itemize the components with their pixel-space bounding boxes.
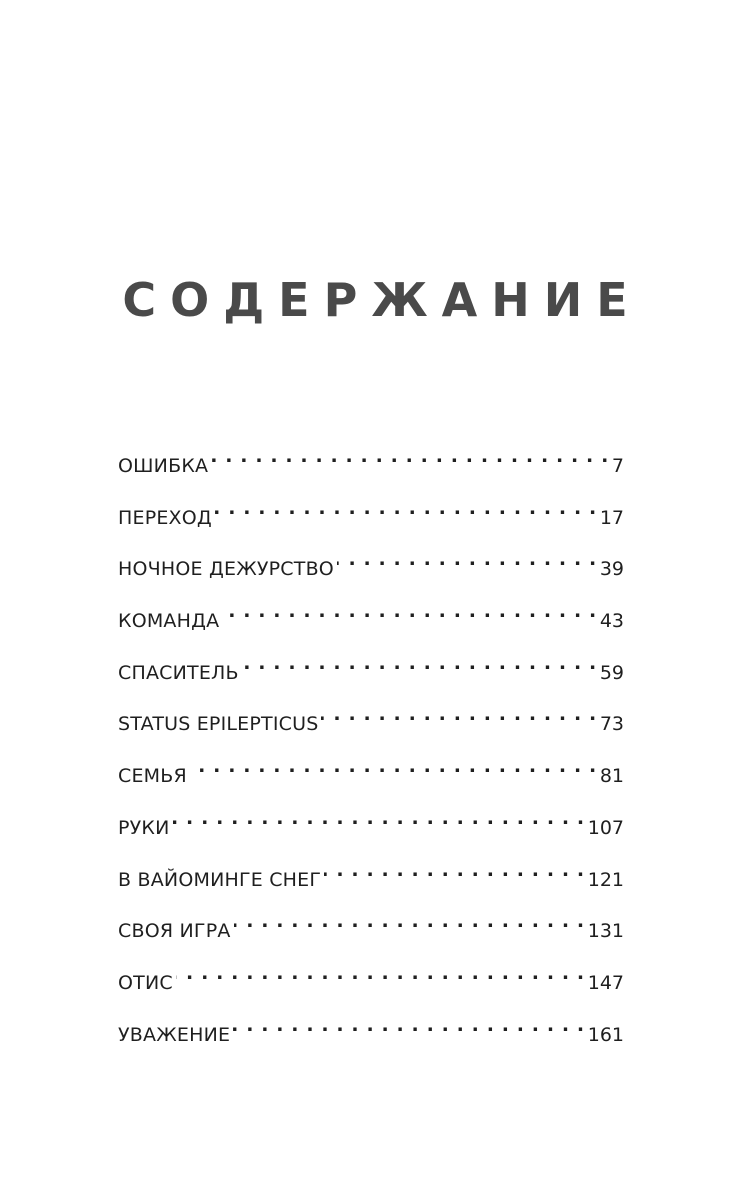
toc-entry (118, 854, 624, 906)
toc-entry-title: STATUS EPILEPTICUS (118, 713, 319, 736)
toc-entry-page: 161 (587, 1023, 624, 1046)
toc-entry (118, 1009, 624, 1061)
page-title: СОДЕРЖАНИЕ (122, 273, 642, 327)
dot-leader (190, 750, 597, 782)
dot-leader (321, 698, 596, 730)
toc-entry-title: НОЧНОЕ ДЕЖУРСТВО (118, 558, 334, 581)
toc-entry-page: 17 (599, 506, 624, 529)
toc-entry (118, 440, 624, 492)
toc-entry-page: 121 (587, 868, 624, 891)
toc-entry-title: СЕМЬЯ (118, 765, 187, 788)
dot-leader (211, 440, 609, 472)
toc-entry-title: РУКИ (118, 816, 170, 839)
toc-entry-title: СПАСИТЕЛЬ (118, 661, 239, 684)
dot-leader (215, 492, 597, 524)
toc-entry (118, 595, 624, 647)
table-of-contents (118, 440, 624, 1060)
toc-entry (118, 802, 624, 854)
toc-entry (118, 492, 624, 544)
dot-leader (234, 905, 585, 937)
dot-leader (242, 647, 597, 679)
toc-entry (118, 750, 624, 802)
toc-entry-title: В ВАЙОМИНГЕ СНЕГ (118, 868, 322, 891)
toc-entry-title: СВОЯ ИГРА (118, 920, 231, 943)
toc-entry-page: 107 (587, 816, 624, 839)
toc-entry-title: КОМАНДА (118, 610, 220, 633)
toc-entry (118, 905, 624, 957)
dot-leader (324, 854, 585, 886)
toc-entry-title: ОТИС (118, 971, 173, 994)
toc-entry-title: ОШИБКА (118, 455, 209, 477)
toc-entry-title: ПЕРЕХОД (118, 506, 212, 529)
toc-entry-title: УВАЖЕНИЕ (118, 1023, 231, 1046)
toc-entry (118, 698, 624, 750)
dot-leader (173, 802, 585, 834)
dot-leader (337, 543, 597, 575)
toc-entry-page: 131 (587, 920, 624, 943)
toc-entry-page: 7 (611, 455, 624, 477)
dot-leader (176, 957, 585, 989)
dot-leader (222, 595, 596, 627)
toc-entry (118, 957, 624, 1009)
toc-entry-page: 43 (599, 610, 624, 633)
toc-entry (118, 647, 624, 699)
toc-entry-page: 59 (599, 661, 624, 684)
toc-entry-page: 73 (599, 713, 624, 736)
dot-leader (233, 1009, 585, 1041)
toc-entry-page: 147 (587, 971, 624, 994)
toc-entry (118, 543, 624, 595)
toc-entry-page: 81 (599, 765, 624, 788)
toc-entry-page: 39 (599, 558, 624, 581)
